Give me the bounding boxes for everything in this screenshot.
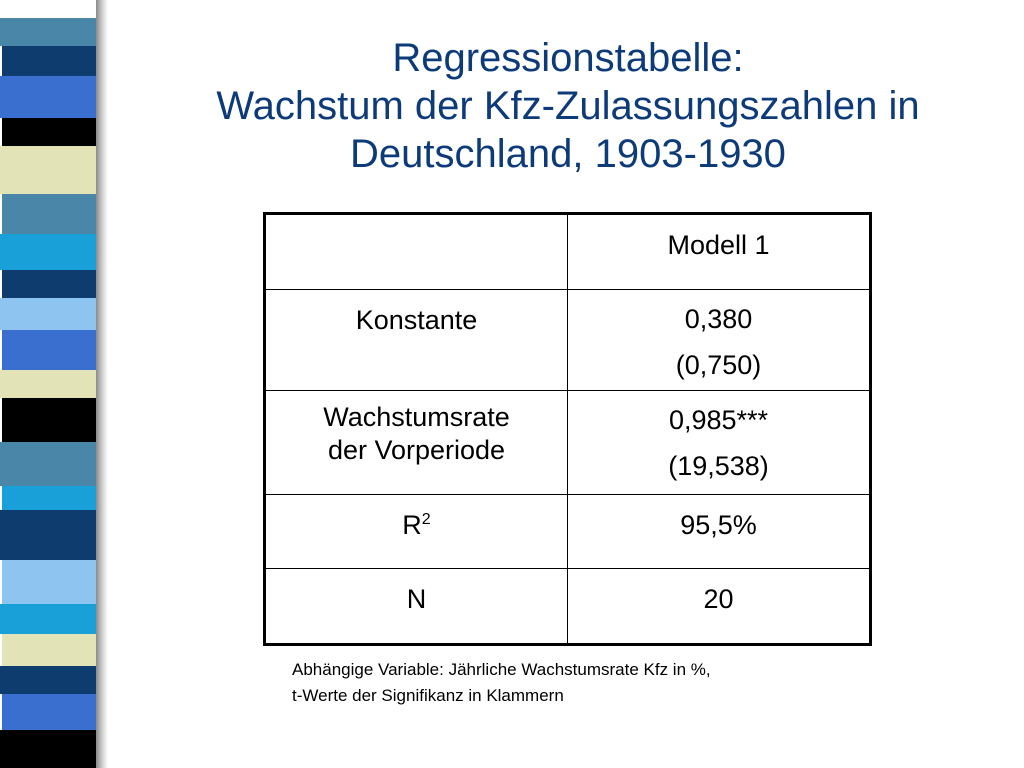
row-label-cell [265, 391, 568, 495]
header-model-cell [568, 214, 871, 290]
stripe-block [0, 234, 96, 270]
table-row-konstante [265, 290, 871, 391]
row-label-cell [265, 290, 568, 391]
footnote-line-2: t-Werte der Signifikanz in Klammern [292, 686, 564, 705]
row-label-cell [265, 495, 568, 569]
table-footnote [292, 657, 711, 709]
slide-title [150, 34, 986, 178]
stripe-block [2, 694, 98, 730]
stripe-block [2, 118, 98, 146]
table-header-row [265, 214, 871, 290]
row-label-cell [265, 569, 568, 645]
coefficient-value: 0,380 [684, 304, 753, 334]
n-value: 20 [703, 584, 734, 614]
stripe-block [0, 604, 96, 634]
stripe-block [0, 18, 96, 46]
model-header: Modell 1 [667, 230, 770, 260]
stripe-block [0, 298, 96, 330]
stripe-shadow [96, 0, 108, 768]
row-label-line-2: der Vorperiode [327, 435, 506, 465]
stripe-block [2, 270, 98, 298]
title-line-3: Deutschland, 1903-1930 [350, 132, 786, 176]
footnote-line-1: Abhängige Variable: Jährliche Wachstumsrate Kfz in %, [292, 660, 711, 679]
stripe-block [2, 194, 98, 234]
stripe-block [0, 666, 96, 694]
stripe-block [0, 146, 96, 194]
title-line-2: Wachstum der Kfz-Zulassungszahlen in [216, 84, 920, 128]
table-row-r-squared [265, 495, 871, 569]
regression-table [263, 212, 872, 646]
row-value-cell [568, 290, 871, 391]
t-value: (0,750) [675, 350, 762, 380]
row-label: Konstante [355, 305, 478, 335]
stripe-block [0, 730, 96, 768]
stripe-block [2, 486, 98, 510]
table-row-n [265, 569, 871, 645]
superscript: 2 [421, 511, 431, 528]
row-value-cell [568, 569, 871, 645]
stripe-block [0, 510, 96, 560]
coefficient-value: 0,985*** [668, 405, 769, 435]
header-blank-cell [265, 214, 568, 290]
t-value: (19,538) [668, 451, 769, 481]
title-line-1: Regressionstabelle: [392, 36, 744, 80]
stripe-block [0, 76, 96, 118]
stripe-block [2, 634, 98, 666]
stripe-block [2, 330, 98, 370]
stripe-block [0, 370, 96, 398]
stripe-block [2, 398, 98, 442]
stripe-block [2, 46, 98, 76]
row-label-line-1: Wachstumsrate [323, 402, 510, 432]
stripe-block [2, 0, 98, 18]
table-row-wachstumsrate [265, 391, 871, 495]
row-label: $R^2$ [402, 510, 431, 540]
r-squared-value: 95,5% [680, 510, 757, 540]
row-value-cell [568, 495, 871, 569]
row-value-cell [568, 391, 871, 495]
stripe-block [2, 560, 98, 604]
stripe-block [0, 442, 96, 486]
row-label: N [406, 584, 427, 614]
